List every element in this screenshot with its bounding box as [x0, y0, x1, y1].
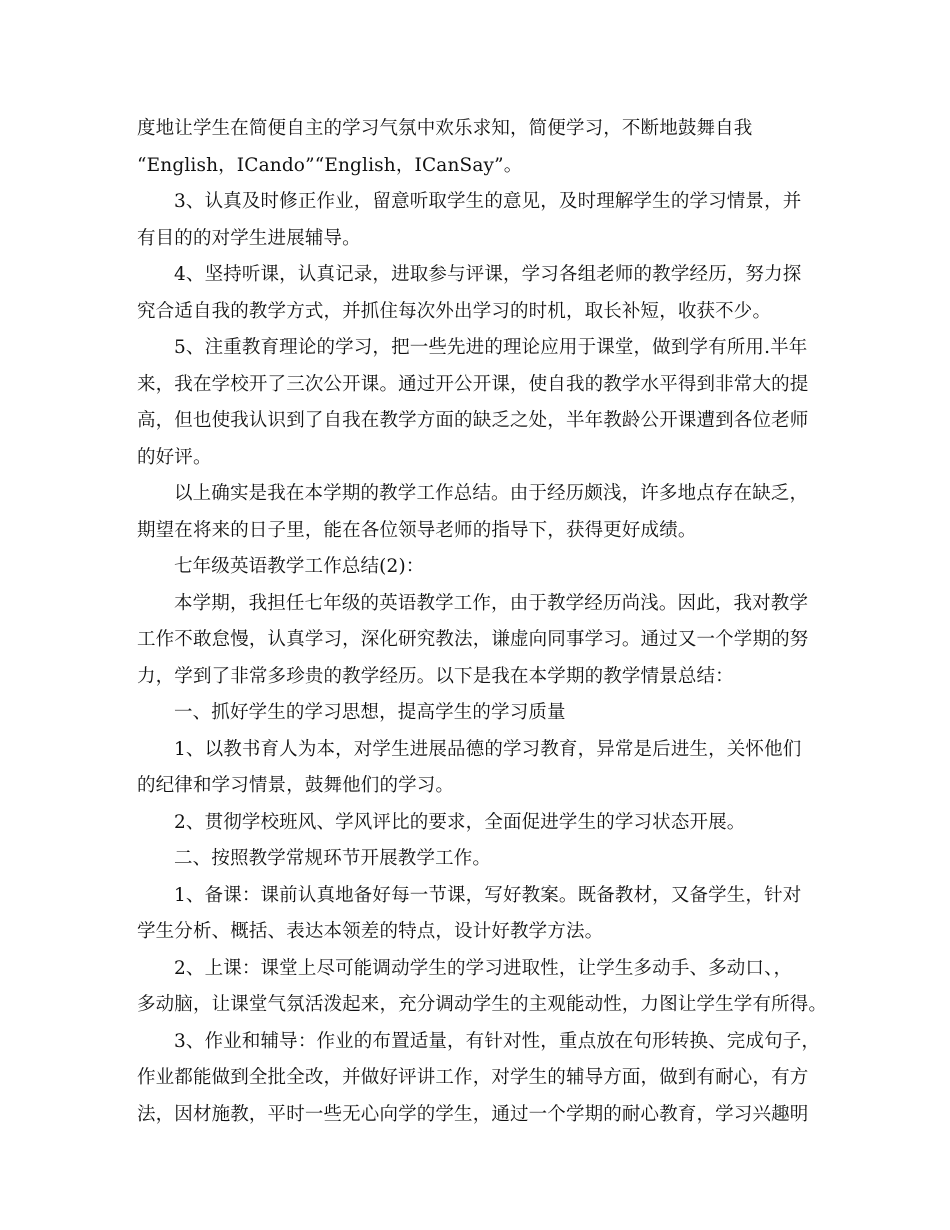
text-line: 的纪律和学习情景，鼓舞他们的学习。	[137, 775, 455, 796]
text-line: 期望在将来的日子里，能在各位领导老师的指导下，获得更好成绩。	[137, 519, 697, 541]
text-line: 度地让学生在简便自主的学习气氛中欢乐求知，简便学习，不断地鼓舞自我	[137, 118, 753, 139]
text-line: 学生分析、概括、表达本领差的特点，设计好教学方法。	[137, 921, 604, 942]
text-line: 多动脑，让课堂气氛活泼起来，充分调动学生的主观能动性，力图让学生学有所得。	[137, 994, 828, 1015]
text-line: 以上确实是我在本学期的教学工作总结。由于经历颇浅，许多地点存在缺乏，	[174, 483, 809, 504]
text-line: 的好评。	[137, 446, 212, 468]
text-line: 一、抓好学生的学习思想，提高学生的学习质量	[174, 702, 566, 723]
text-line: 来，我在学校开了三次公开课。通过开公开课，使自我的教学水平得到非常大的提	[137, 373, 809, 395]
text-line: 七年级英语教学工作总结(2)：	[174, 556, 425, 577]
text-line: 高，但也使我认识到了自我在教学方面的缺乏之处，半年教龄公开课遭到各位老师	[137, 410, 809, 431]
text-line: 4、坚持听课，认真记录，进取参与评课，学习各组老师的教学经历，努力探	[174, 264, 802, 285]
text-line: 工作不敢怠慢，认真学习，深化研究教法，谦虚向同事学习。通过又一个学期的努	[137, 629, 809, 650]
text-line: 力，学到了非常多珍贵的教学经历。以下是我在本学期的教学情景总结：	[137, 665, 734, 687]
text-line: 5、注重教育理论的学习，把一些先进的理论应用于课堂，做到学有所用.半年	[174, 337, 808, 358]
text-line: 法，因材施教，平时一些无心向学的学生，通过一个学期的耐心教育，学习兴趣明	[137, 1103, 809, 1125]
text-line: 1、备课：课前认真地备好每一节课，写好教案。既备教材，又备学生，针对	[174, 884, 802, 906]
text-line: 1、以教书育人为本，对学生进展品德的学习教育，异常是后进生，关怀他们	[174, 738, 802, 760]
text-line: 3、认真及时修正作业，留意听取学生的意见，及时理解学生的学习情景，并	[174, 191, 802, 212]
text-line: 二、按照教学常规环节开展教学工作。	[174, 848, 492, 869]
document-page	[137, 111, 828, 1133]
text-line: 3、作业和辅导：作业的布置适量，有针对性，重点放在句形转换、完成句子，	[174, 1030, 821, 1052]
text-line: “English，ICando”“English，ICanSay”。	[137, 154, 523, 176]
text-line: 有目的的对学生进展辅导。	[137, 227, 361, 249]
text-line: 究合适自我的教学方式，并抓住每次外出学习的时机，取长补短，收获不少。	[137, 300, 772, 322]
text-line: 本学期，我担任七年级的英语教学工作，由于教学经历尚浅。因此，我对教学	[174, 592, 809, 614]
text-line: 2、贯彻学校班风、学风评比的要求，全面促进学生的学习状态开展。	[174, 811, 746, 833]
text-line: 作业都能做到全批全改，并做好评讲工作，对学生的辅导方面，做到有耐心，有方	[137, 1067, 809, 1088]
text-line: 2、上课：课堂上尽可能调动学生的学习进取性，让学生多动手、多动口、，	[174, 957, 793, 979]
